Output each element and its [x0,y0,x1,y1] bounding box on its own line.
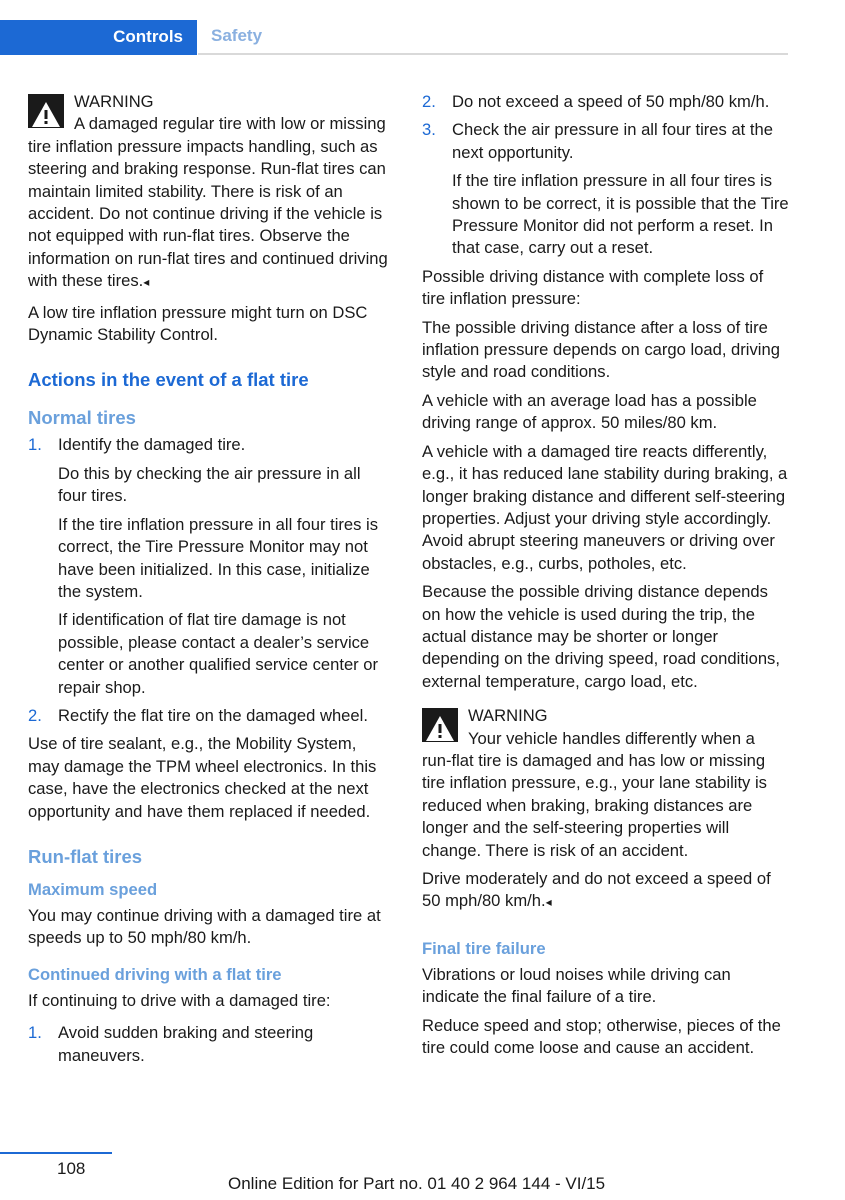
warning-text: A damaged regular tire with low or missing tire inflation pressure impacts handling, such as steering and braking response. Run-flat tires can maintain limited stability. There is risk of an accident. Do not continue driving if the vehicle is not equipped with run-flat tires. Observe the information on run-flat tires and continued driving with these tires. [28,114,388,291]
warning-triangle-icon [28,94,64,128]
step-detail: If the tire inflation pressure in all four tires is shown to be correct, it is possible that the Tire Pressure Monitor did not perform a reset. In that case, carry out a reset. [452,171,789,258]
warning-block [422,705,789,914]
paragraph-sealant: Use of tire sealant, e.g., the Mobility System, may damage the TPM wheel electronics. In this case, have the electronics checked at the next opportunity and have them replaced if needed. [28,734,377,821]
heading-run-flat-tires: Run-flat tires [28,845,143,867]
warning-title: WARNING [468,706,548,726]
tab-safety[interactable] [198,20,788,55]
step-number: 1. [28,435,42,455]
heading-continued-driving: Continued driving with a flat tire [28,964,282,984]
list-item [422,91,789,113]
heading-normal-tires: Normal tires [28,407,136,429]
step-text: Do not exceed a speed of 50 mph/80 km/h. [452,92,770,111]
tab-controls-label: Controls [113,27,183,47]
edition-note: Online Edition for Part no. 01 40 2 964 144 - VI/15 [228,1174,606,1193]
paragraph-depends: The possible driving distance after a loss of tire inflation pressure depends on cargo load, driving style and road conditions. [422,317,780,382]
warning-text-2: Drive moderately and do not exceed a speed of 50 mph/80 km/h. [422,869,771,911]
warning-body [28,113,390,293]
step-number: 1. [28,1023,42,1043]
tab-controls[interactable] [0,20,197,55]
list-item [28,1022,390,1067]
warning-text: Your vehicle handles differently when a run-flat tire is damaged and has low or missing tire inflation pressure, e.g., your lane stability is reduced when braking, braking distances are longer and the self-steering properties will change. There is risk of an accident. [422,728,767,860]
step-text: Check the air pressure in all four tires at the next opportunity. [452,120,773,162]
page-number: 108 [57,1159,86,1178]
step-detail: If the tire inflation pressure in all four tires is correct, the Tire Pressure Monitor may not have been initialized. In this case, initialize the system. [58,514,379,601]
step-number: 3. [422,120,436,140]
paragraph-max-speed: You may continue driving with a damaged tire at speeds up to 50 mph/80 km/h. [28,905,381,948]
step-text: Rectify the flat tire on the damaged wheel. [58,705,368,725]
footer-rule [0,1152,112,1154]
paragraph-reduce-speed: Reduce speed and stop; otherwise, pieces of the tire could come loose and cause an accident. [422,1015,781,1058]
list-item [28,434,390,456]
tab-safety-label: Safety [211,26,263,46]
paragraph-vibrations: Vibrations or loud noises while driving can indicate the final failure of a tire. [422,964,731,1007]
heading-actions-flat-tire: Actions in the event of a flat tire [28,369,309,391]
step-text: Avoid sudden braking and steering maneuvers. [58,1023,314,1065]
left-column [28,91,390,1073]
heading-maximum-speed: Maximum speed [28,879,158,899]
paragraph-continuing: If continuing to drive with a damaged tire: [28,990,331,1010]
paragraph-because: Because the possible driving distance depends on how the vehicle is used during the trip, the actual distance may be shorter or longer depending on the driving speed, road conditions, external temperature, cargo load, etc. [422,582,780,691]
paragraph-reacts: A vehicle with a damaged tire reacts differently, e.g., it has reduced lane stability during braking, a longer braking distance and different self-steering properties. Adjust your driving style accordingly. Avoid abrupt steering maneuvers or driving over obstacles, e.g., curbs, potholes, etc. [422,441,788,573]
warning-block [28,91,390,294]
end-mark-icon: ◂ [545,895,552,910]
step-detail: If identification of flat tire damage is not possible, please contact a dealer’s service center or another qualified service center or repair shop. [58,610,379,697]
end-mark-icon: ◂ [143,275,150,290]
warning-body-2 [422,868,789,914]
warning-title: WARNING [74,92,154,111]
right-column [422,91,789,1065]
step-detail: Do this by checking the air pressure in all four tires. [58,463,361,506]
paragraph-dsc: A low tire inflation pressure might turn on DSC Dynamic Stability Control. [28,302,368,345]
warning-triangle-icon [422,708,458,742]
list-item [422,119,789,164]
paragraph-average-load: A vehicle with an average load has a possible driving range of approx. 50 miles/80 km. [422,390,757,433]
step-number: 2. [422,92,436,111]
step-number: 2. [28,705,42,725]
paragraph-possible-distance: Possible driving distance with complete loss of tire inflation pressure: [422,266,764,309]
heading-final-tire-failure: Final tire failure [422,938,546,958]
list-item [28,705,390,727]
step-text: Identify the damaged tire. [58,435,246,455]
